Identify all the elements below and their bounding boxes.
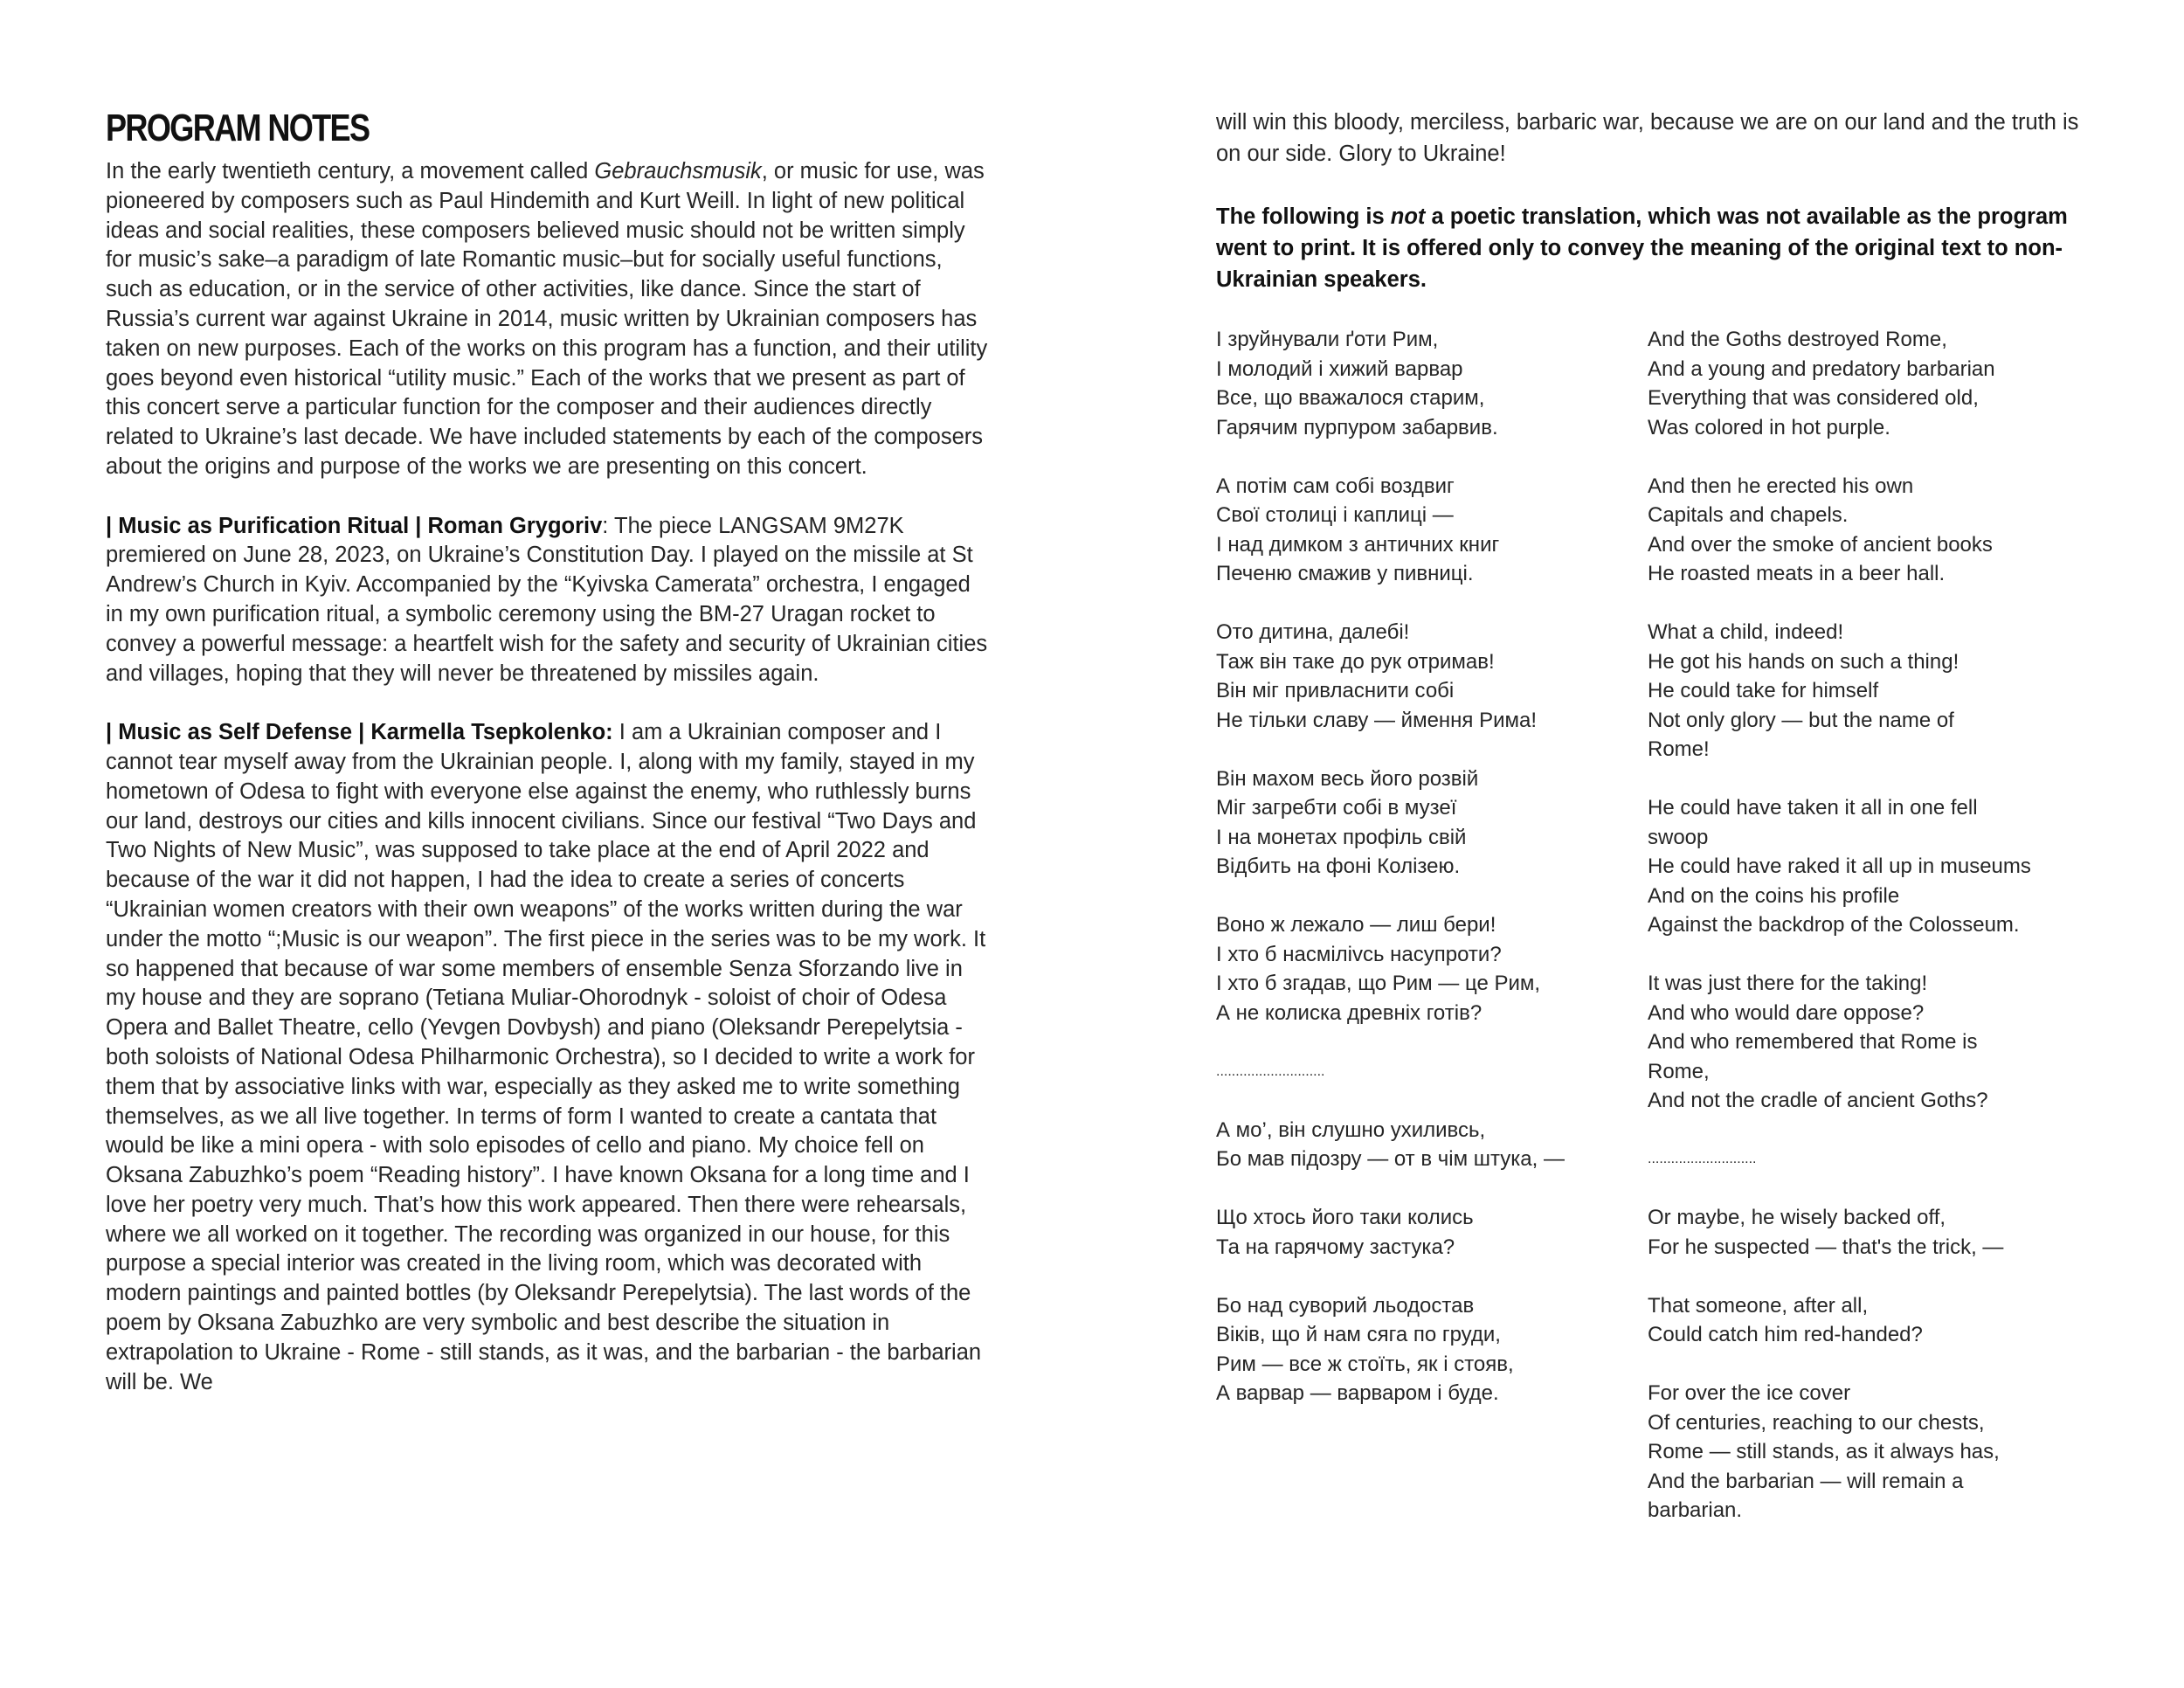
poem-line: And the barbarian — will remain a: [1648, 1469, 1964, 1493]
poem-line: Рим — все ж стоїть, як і стояв,: [1216, 1352, 1514, 1376]
poem-line: And not the cradle of ancient Goths?: [1648, 1089, 1988, 1112]
poem-line: For he suspected — that's the trick, —: [1648, 1235, 2004, 1259]
poem-ukrainian: [1216, 325, 1618, 1437]
poem-stanza: [1648, 1145, 2119, 1174]
poem-line: Everything that was considered old,: [1648, 386, 1979, 410]
section-text: : The piece LANGSAM 9M27K premiered on June 28, 2023, on Ukraine’s Constitution Day. I played on the missile at St Andrew’s Church in Kyiv. Accompanied by the “Kyivska Camerata” orchestra, I engaged in my own purification ritual, a symbolic ceremony using the BM-27 Uragan rocket to convey a powerful message: a heartfelt wish for the safety and security of Ukrainian cities and villages, hoping that they will never be threatened by missiles again.: [106, 513, 988, 686]
poem-line: ............................: [1648, 1152, 1757, 1166]
poem-line: ............................: [1216, 1063, 1325, 1079]
note-text-rest: a poetic translation, which was not available as the program went to print. It is offered only to convey the meaning of the original text to non-Ukrainian speakers.: [1216, 204, 2068, 292]
poem-line: What a child, indeed!: [1648, 620, 1844, 644]
poem-stanza: [1216, 764, 1618, 882]
poem-english: [1648, 325, 2119, 1554]
poem-line: Capitals and chapels.: [1648, 503, 1849, 527]
poem-stanza: [1216, 325, 1618, 442]
poem-line: І на монетах профіль свій: [1216, 825, 1467, 849]
poem-line: He could take for himself: [1648, 679, 1879, 702]
poem-line: That someone, after all,: [1648, 1293, 1869, 1318]
poem-stanza: [1648, 618, 2119, 764]
poem-line: Таж він таке до рук отримав!: [1216, 649, 1495, 674]
note-emphasis: not: [1390, 204, 1426, 229]
poem-line: І хто б насмілivсь насупроти?: [1216, 942, 1502, 966]
poem-line: And then he erected his own: [1648, 474, 1914, 498]
poem-stanza: [1216, 1116, 1618, 1174]
poem-line: And who would dare oppose?: [1648, 1000, 1925, 1025]
poem-line: Все, що вважалося старим,: [1216, 386, 1485, 410]
poem-line: Бо над суворий льодостав: [1216, 1293, 1475, 1318]
poem-stanza: [1216, 1203, 1618, 1262]
poem-stanza: [1648, 1203, 2119, 1262]
note-text-start: The following is: [1216, 204, 1391, 229]
section-heading: | Music as Self Defense | Karmella Tsepkolenko:: [106, 720, 613, 745]
gebrauchsmusik-term: Gebrauchsmusik: [594, 159, 762, 183]
poem-line: Or maybe, he wisely backed off,: [1648, 1206, 1946, 1229]
poem-line: Не тільки славу — ймення Рима!: [1216, 708, 1538, 732]
poem-line: І молодий і хижий варвар: [1216, 356, 1463, 381]
section-text: I am a Ukrainian composer and I cannot tear myself away from the Ukrainian people. I, along with my family, stayed in my hometown of Odesa to fight with everyone else against the enemy, who ruthlessly burns our land, destroys our cities and kills innocent civilians. Since our festival “Two Days and Two Nights of New Music”, was supposed to take place at the end of April 2022 and because of the war it did not happen, I had the idea to create a series of concerts “Ukrainian women creators with their own weapons” of the works written during the war under the motto “;Music is our weapon”. The first piece in the series was to be my work. It so happened that because of war some members of ensemble Senza Sforzando live in my house and they are soprano (Tetiana Muliar-Ohorodnyk - soloist of choir of Odesa Opera and Ballet Theatre, cello (Yevgen Dovbysh) and piano (Oleksandr Perepelytsia - both soloists of National Odesa Philharmonic Orchestra), so I decided to write a work for them that by associative links with war, especially as they asked me to write something themselves, as we all live together. In terms of form I wanted to create a cantata that would be like a mini opera - with solo episodes of cello and piano. My choice fell on Oksana Zabuzhko’s poem “Reading history”. I have known Oksana for a long time and I love her poetry very much. That’s how this work appeared. Then there were rehearsals, where we all worked on it together. The recording was organized in our house, for this purpose a special interior was created in the living room, which was decorated with modern paintings and painted bottles (by Oleksandr Perepelytsia). The last words of the poem by Oksana Zabuzhko are very symbolic and best describe the situation in extrapolation to Ukraine - Rome - still stands, as it was, and the barbarian - the barbarian will be. We: [106, 720, 986, 1394]
continuation-text: will win this bloody, merciless, barbaric war, because we are on our land and the truth is on our side. Glory to Ukraine!: [1216, 110, 2079, 166]
poem-line: А не колиска древніх готів?: [1216, 1000, 1482, 1025]
poem-stanza: [1648, 1379, 2119, 1525]
poem-stanza: [1648, 472, 2119, 589]
poem-line: Of centuries, reaching to our chests,: [1648, 1410, 1985, 1435]
poem-line: Rome — still stands, as it always has,: [1648, 1440, 2000, 1463]
poem-line: Гарячим пурпуром забарвив.: [1216, 415, 1498, 439]
poem-line: And on the coins his profile: [1648, 883, 1900, 908]
poem-line: And a young and predatory barbarian: [1648, 356, 1995, 381]
poem-line: А потім сам собі воздвиг: [1216, 474, 1455, 498]
poem-line: And the Goths destroyed Rome,: [1648, 328, 1947, 351]
program-notes-body: [106, 157, 992, 1427]
poem-line: Rome!: [1648, 737, 1710, 761]
intro-text-start: In the early twentieth century, a movement called: [106, 159, 595, 183]
poem-line: Not only glory — but the name of: [1648, 708, 1954, 732]
poem-line: Against the backdrop of the Colosseum.: [1648, 913, 2020, 937]
poem-line: He got his hands on such a thing!: [1648, 649, 1959, 674]
intro-text-rest: , or music for use, was pioneered by composers such as Paul Hindemith and Kurt Weill. In light of new political ideas and social realities, these composers believed music should not be written simply for music’s sake–a paradigm of late Romantic music–but for socially useful functions, such as education, or in the service of other activities, like dance. Since the start of Russia’s current war against Ukraine in 2014, music written by Ukrainian composers has taken on new purposes. Each of the works on this program has a function, and their utility goes beyond even historical “utility music.” Each of the works that we present as part of this concert serve a particular function for the composer and their audiences directly related to Ukraine’s last decade. We have included statements by each of the composers about the origins and purpose of the works we are presenting on this concert.: [106, 159, 988, 479]
poem-line: It was just there for the taking!: [1648, 972, 1928, 995]
poem-line: For over the ice cover: [1648, 1381, 1851, 1405]
poem-stanza: [1216, 472, 1618, 589]
poem-line: He could have raked it all up in museums: [1648, 854, 2031, 878]
poem-line: Бо мав підозру — от в чім штука, —: [1216, 1147, 1565, 1171]
section-self-defense: [106, 718, 992, 1397]
poem-line: And who remembered that Rome is: [1648, 1030, 1978, 1054]
poem-line: Він міг привласнити собі: [1216, 679, 1455, 702]
intro-paragraph: [106, 157, 992, 482]
poem-line: А мо’, він слушно ухиливсь,: [1216, 1117, 1486, 1142]
poem-line: Воно ж лежало — лиш бери!: [1216, 913, 1496, 937]
poem-stanza: [1648, 793, 2119, 940]
poem-line: He roasted meats in a beer hall.: [1648, 562, 1946, 585]
poem-line: Ото дитина, далебі!: [1216, 620, 1410, 644]
poem-line: Rome,: [1648, 1059, 1710, 1083]
poem-line: Was colored in hot purple.: [1648, 415, 1890, 439]
poem-stanza: [1648, 325, 2119, 442]
poem-line: And over the smoke of ancient books: [1648, 532, 1993, 557]
poem-stanza: [1216, 618, 1618, 735]
poem-line: swoop: [1648, 825, 1709, 849]
poem-stanza: [1216, 910, 1618, 1027]
poem-line: Печеню смажив у пивниці.: [1216, 562, 1474, 585]
poem-line: Відбить на фоні Колізею.: [1216, 854, 1461, 878]
poem-line: Could catch him red-handed?: [1648, 1323, 1923, 1346]
poem-line: Свої столиці і каплиці —: [1216, 503, 1454, 527]
poem-line: І зруйнували ґоти Рим,: [1216, 328, 1439, 351]
poem-line: He could have taken it all in one fell: [1648, 796, 1978, 820]
page-title: PROGRAM NOTES: [106, 107, 370, 149]
poem-stanza: [1216, 1291, 1618, 1408]
poem-line: І хто б згадав, що Рим — це Рим,: [1216, 972, 1541, 995]
section-heading: | Music as Purification Ritual | Roman Grygoriv: [106, 513, 603, 538]
poem-stanza: [1648, 969, 2119, 1116]
poem-line: Що хтось його таки колись: [1216, 1206, 1474, 1229]
section-purification-ritual: [106, 512, 992, 689]
poem-line: Та на гарячому застука?: [1216, 1235, 1455, 1259]
translation-note: [1216, 201, 2107, 295]
poem-line: barbarian.: [1648, 1498, 1743, 1522]
poem-line: А варвар — варваром і буде.: [1216, 1381, 1499, 1405]
poem-line: Міг загребти собі в музеї: [1216, 796, 1457, 820]
poem-line: Віків, що й нам сяга по груди,: [1216, 1323, 1501, 1346]
poem-stanza: [1216, 1057, 1618, 1087]
continuation-paragraph: [1216, 107, 2098, 169]
poem-line: І над димком з античних книг: [1216, 532, 1500, 557]
poem-stanza: [1648, 1291, 2119, 1350]
poem-line: Він махом весь його розвій: [1216, 766, 1479, 791]
